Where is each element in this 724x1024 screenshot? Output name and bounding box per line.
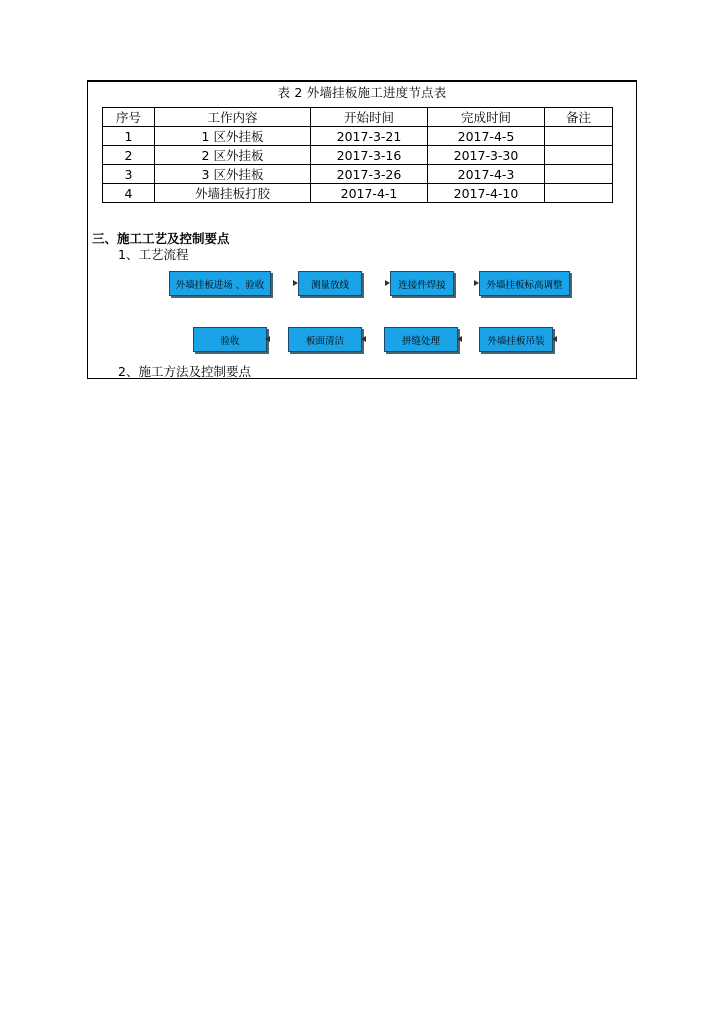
cell-end: 2017-4-10 <box>428 184 545 203</box>
section-heading: 三、施工工艺及控制要点 <box>92 231 230 246</box>
flow-step-joint: 拼缝处理 <box>384 327 458 352</box>
arrow-left-icon <box>265 336 270 342</box>
header-seq: 序号 <box>103 108 155 127</box>
cell-seq: 4 <box>103 184 155 203</box>
cell-end: 2017-3-30 <box>428 146 545 165</box>
cell-remark <box>545 127 613 146</box>
cell-remark <box>545 146 613 165</box>
table-row <box>103 127 613 146</box>
table-header-row <box>103 108 613 127</box>
table-title: 表 2 外墙挂板施工进度节点表 <box>277 85 447 100</box>
flow-step-hoisting: 外墙挂板吊装 <box>479 327 553 352</box>
flow-step-welding: 连接件焊接 <box>390 271 454 296</box>
schedule-table <box>102 107 613 203</box>
document-frame <box>87 80 637 379</box>
flow-step-panel-arrival: 外墙挂板进场 、验收 <box>169 271 271 296</box>
flow-step-survey: 测量放线 <box>298 271 362 296</box>
cell-work: 2 区外挂板 <box>155 146 311 165</box>
cell-seq: 2 <box>103 146 155 165</box>
header-start: 开始时间 <box>311 108 428 127</box>
cell-seq: 1 <box>103 127 155 146</box>
subheading-process-flow: 1、工艺流程 <box>118 247 189 262</box>
cell-seq: 3 <box>103 165 155 184</box>
header-remark: 备注 <box>545 108 613 127</box>
cell-remark <box>545 165 613 184</box>
cell-start: 2017-4-1 <box>311 184 428 203</box>
cell-work: 外墙挂板打胶 <box>155 184 311 203</box>
cell-work: 1 区外挂板 <box>155 127 311 146</box>
table-row <box>103 165 613 184</box>
cell-remark <box>545 184 613 203</box>
cell-end: 2017-4-5 <box>428 127 545 146</box>
header-work: 工作内容 <box>155 108 311 127</box>
arrow-left-icon <box>457 336 462 342</box>
cell-end: 2017-4-3 <box>428 165 545 184</box>
header-end: 完成时间 <box>428 108 545 127</box>
flow-step-cleaning: 板面清洁 <box>288 327 362 352</box>
arrow-left-icon <box>361 336 366 342</box>
cell-start: 2017-3-21 <box>311 127 428 146</box>
subheading-methods: 2、施工方法及控制要点 <box>118 364 251 379</box>
cell-start: 2017-3-16 <box>311 146 428 165</box>
arrow-left-icon <box>552 336 557 342</box>
table-row <box>103 146 613 165</box>
table-row <box>103 184 613 203</box>
flow-step-acceptance: 验收 <box>193 327 267 352</box>
flow-step-level-adjust: 外墙挂板标高调整 <box>479 271 570 296</box>
cell-start: 2017-3-26 <box>311 165 428 184</box>
cell-work: 3 区外挂板 <box>155 165 311 184</box>
